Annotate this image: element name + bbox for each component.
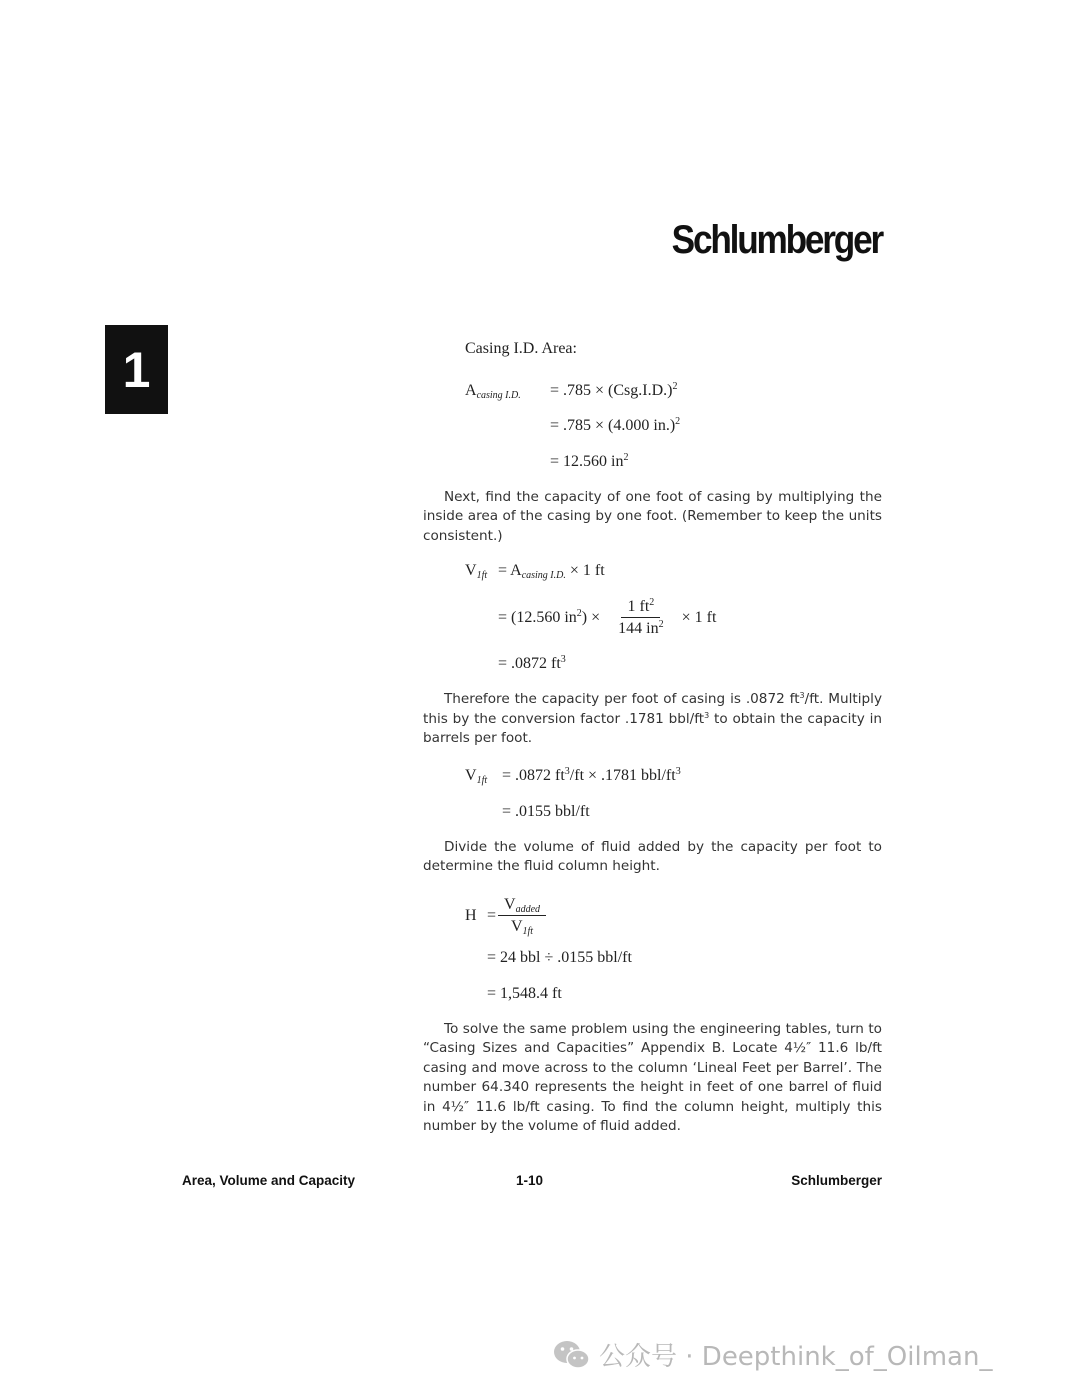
equation-rhs: = .0155 bbl/ft: [502, 802, 590, 820]
equation-rhs: = 12.560 $in^2$: [550, 451, 629, 470]
equation-row: [423, 941, 882, 977]
equation-rhs: = 1,548.4 ft: [487, 984, 562, 1002]
equation-rhs: = $A_{casing I.D.} \times 1$ ft: [498, 561, 605, 581]
paragraph: Divide the volume of fluid added by the capacity per foot to determine the fluid column height.: [423, 838, 882, 874]
wechat-icon: [553, 1340, 591, 1370]
equation-row: [423, 976, 882, 1012]
equation-lhs: $V_{1ft}$: [465, 767, 488, 787]
casing-area-heading: Casing I.D. Area:: [465, 340, 577, 357]
equation-row: [423, 794, 882, 830]
watermark-text: 公众号 · Deepthink_of_Oilman_: [599, 1342, 993, 1372]
footer-company: Schlumberger: [791, 1173, 882, 1188]
paragraph: To solve the same problem using the engineering tables, turn to “Casing Sizes and Capacities” Appendix B. Locate 4½″ 11.6 lb/ft casing and move across to the column ‘Lineal Feet per Barrel’. The number 64.340 represents the height in feet of one barrel of fluid in 4½″ 11.6 lb/ft casing. To find the column height, multiply this number by the volume of fluid added.: [423, 1020, 882, 1134]
watermark: [553, 1336, 992, 1373]
equation-row: [423, 409, 882, 445]
equation-rhs: = .785 × (4.000 in.)$^2$: [550, 416, 681, 435]
chapter-number: 1: [122, 341, 151, 398]
bbl-calc-block: [423, 759, 882, 830]
equation-row: [423, 553, 882, 589]
equation-rhs: = 24 bbl ÷ .0155 bbl/ft: [487, 949, 632, 967]
page-content: [423, 338, 882, 1137]
casing-area-block: [423, 338, 882, 480]
equation-row: [423, 891, 882, 941]
equation-row: [423, 647, 882, 683]
equation-rhs: = $.785 \times (Csg.I.D.)^2$: [550, 380, 678, 399]
chapter-tab: [105, 325, 168, 414]
fraction-denominator: 144 $in^2$: [618, 618, 664, 637]
equation-tail: × 1 ft: [681, 608, 717, 626]
fraction-denominator: $V_{1ft}$: [510, 917, 534, 937]
equation-rhs: = .0872 $ft^3/ft \times .1781$ bbl/$ft^3$: [502, 766, 681, 785]
height-calc-block: [423, 891, 882, 1012]
equation-lhs: H: [465, 906, 477, 924]
equation-lhs: $A_{casing I.D.}$: [465, 381, 521, 401]
equation-rhs: = (12.560 $in^2$) ×: [498, 607, 601, 626]
footer-section-title: Area, Volume and Capacity: [182, 1173, 356, 1188]
footer-page-number: 1-10: [516, 1173, 544, 1188]
equation-rhs: = .0872 $ft^3$: [498, 654, 566, 673]
equation-row: [423, 759, 882, 795]
unit-fraction: [612, 598, 669, 638]
equation-lhs: $V_{1ft}$: [465, 561, 488, 581]
equation-row: [423, 444, 882, 480]
equation-row: [423, 373, 882, 409]
capacity-calc-block: [423, 553, 882, 682]
fraction-numerator: $V_{added}$: [498, 896, 546, 916]
fraction-numerator: 1 $ft^2$: [621, 598, 660, 618]
paragraph: Next, find the capacity of one foot of casing by multiplying the inside area of the casing by one foot. (Remember to keep the units consistent.): [423, 488, 882, 544]
height-fraction: [498, 896, 546, 936]
paragraph: Therefore the capacity per foot of casing is .0872 $ft^3/ft$. Multiply this by the conversion factor .1781 bbl/$ft^3$ to obtain the capacity in barrels per foot.: [423, 691, 882, 746]
equals-sign: =: [487, 906, 497, 924]
company-logo: Schlumberger: [671, 218, 882, 262]
equation-row: [423, 589, 882, 647]
